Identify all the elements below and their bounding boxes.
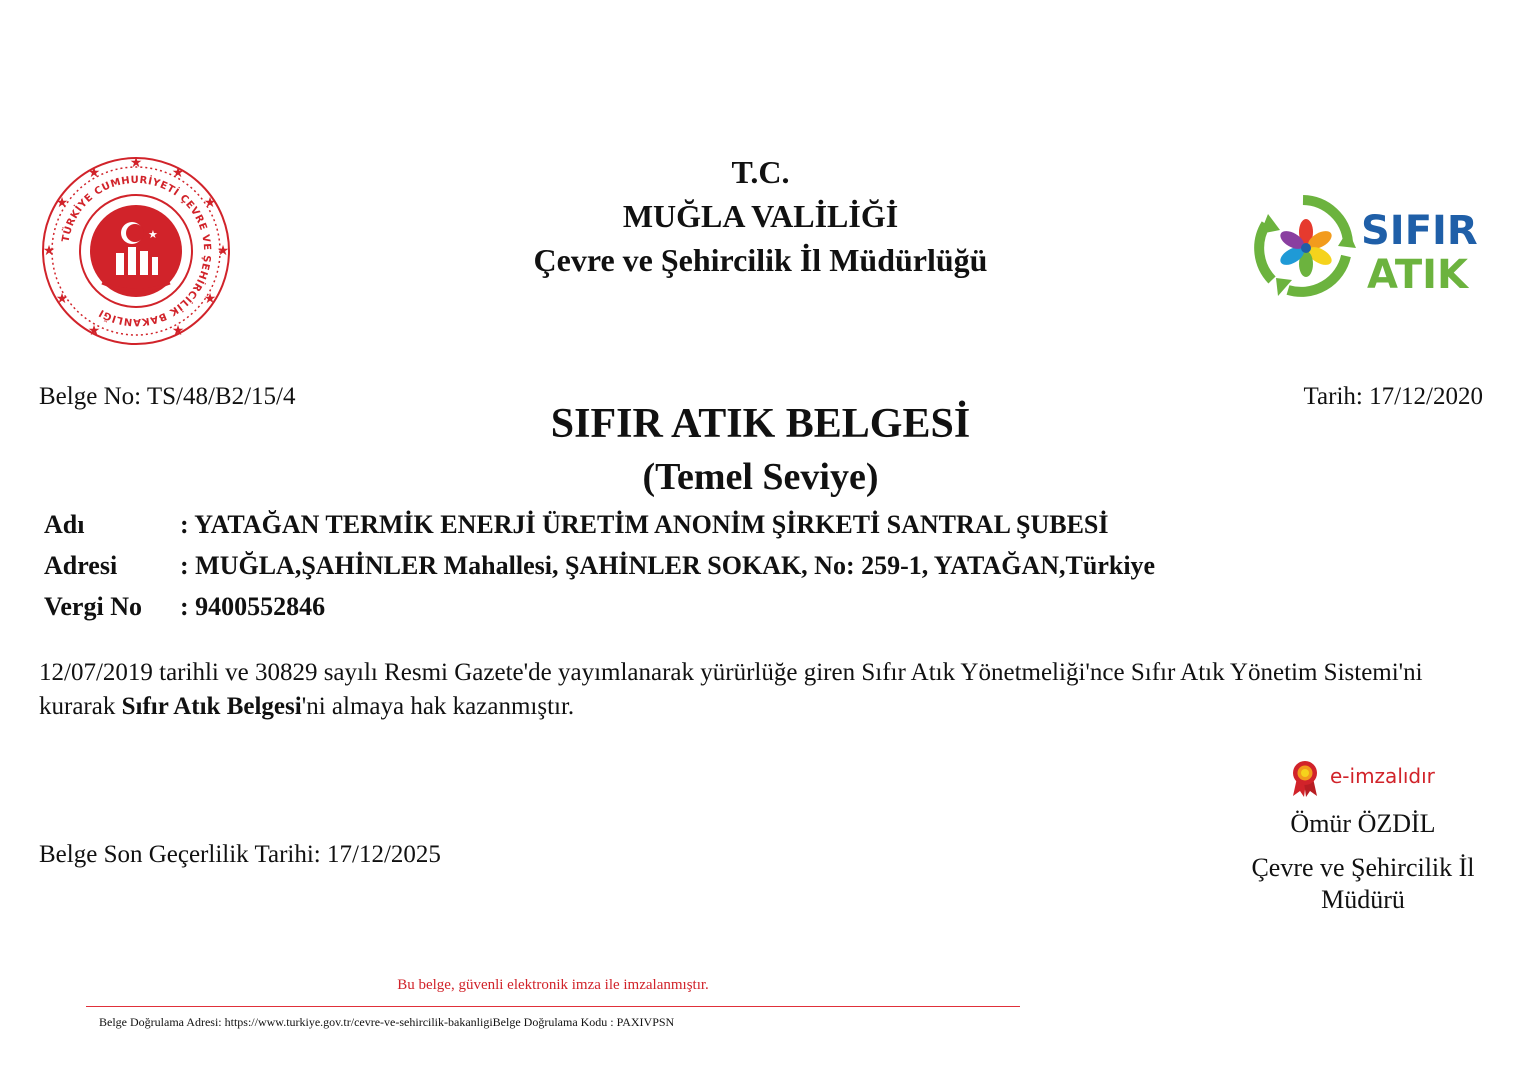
footer-divider [86, 1006, 1020, 1007]
field-value: : MUĞLA,ŞAHİNLER Mahallesi, ŞAHİNLER SOKAK, No: 259-1, YATAĞAN,Türkiye [180, 551, 1156, 580]
zero-waste-logo-word-1: SIFIR [1361, 208, 1478, 254]
svg-text:★: ★ [129, 155, 143, 171]
header-line-governorship: MUĞLA VALİLİĞİ [622, 198, 899, 234]
statement-text-1: 12/07/2019 tarihli ve 30829 sayılı Resmi Gazete'de yayımlanarak yürürlüğe giren Sıfır Atık Yönetmeliği'nce Sıfır Atık Yönetim Sistemi'ni kurarak [39, 659, 1423, 720]
validity-date: Belge Son Geçerlilik Tarihi: 17/12/2025 [39, 841, 441, 868]
document-title: SIFIR ATIK BELGESİ [550, 401, 971, 447]
field-label: Adresi [44, 551, 118, 580]
svg-text:★: ★ [216, 243, 230, 259]
svg-text:★: ★ [148, 228, 158, 241]
statement-text-2: 'ni almaya hak kazanmıştır. [301, 693, 575, 720]
svg-text:★: ★ [55, 195, 69, 211]
field-value: : 9400552846 [180, 592, 326, 621]
e-signature-badge [1290, 760, 1450, 798]
document-date: Tarih: 17/12/2020 [1303, 383, 1483, 410]
svg-text:★: ★ [87, 323, 101, 339]
certificate-statement [39, 656, 1479, 724]
field-row-tax-number [44, 590, 325, 624]
statement-emphasis: Sıfır Atık Belgesi [121, 693, 302, 720]
document-number: Belge No: TS/48/B2/15/4 [39, 383, 296, 410]
zero-waste-logo-word-2: ATIK [1367, 252, 1469, 298]
field-row-name [44, 508, 1108, 542]
header-line-tc: T.C. [731, 154, 790, 190]
zero-waste-logo [1248, 192, 1483, 302]
field-row-address [44, 549, 1155, 583]
svg-text:★: ★ [171, 323, 185, 339]
field-label: Adı [44, 510, 85, 539]
svg-text:★: ★ [87, 165, 101, 181]
signer-name: Ömür ÖZDİL [1290, 809, 1436, 838]
svg-text:★: ★ [55, 291, 69, 307]
svg-text:★: ★ [42, 243, 56, 259]
svg-text:TÜRKİYE CUMHURİYETİ ÇEVRE VE Ş: TÜRKİYE CUMHURİYETİ ÇEVRE VE ŞEHİRCİLİK BAKANLIĞI [60, 174, 213, 328]
svg-text:★: ★ [171, 165, 185, 181]
svg-text:★: ★ [203, 291, 217, 307]
field-value: : YATAĞAN TERMİK ENERJİ ÜRETİM ANONİM ŞİRKETİ SANTRAL ŞUBESİ [180, 510, 1109, 539]
document-subtitle: (Temel Seviye) [642, 456, 879, 498]
header-line-directorate: Çevre ve Şehircilik İl Müdürlüğü [533, 242, 988, 278]
svg-text:★: ★ [203, 195, 217, 211]
footer-verification: Belge Doğrulama Adresi: https://www.turkiye.gov.tr/cevre-ve-sehircilik-bakanligiBelge Doğrulama Kodu : PAXIVPSN [99, 1015, 675, 1029]
footer-esign-note: Bu belge, güvenli elektronik imza ile imzalanmıştır. [397, 977, 709, 993]
field-label: Vergi No [44, 592, 142, 621]
ribbon-award-icon [1290, 760, 1320, 798]
e-signature-label: e-imzalıdır [1330, 764, 1435, 788]
signer-title: Çevre ve Şehircilik İl Müdürü [1251, 853, 1475, 914]
